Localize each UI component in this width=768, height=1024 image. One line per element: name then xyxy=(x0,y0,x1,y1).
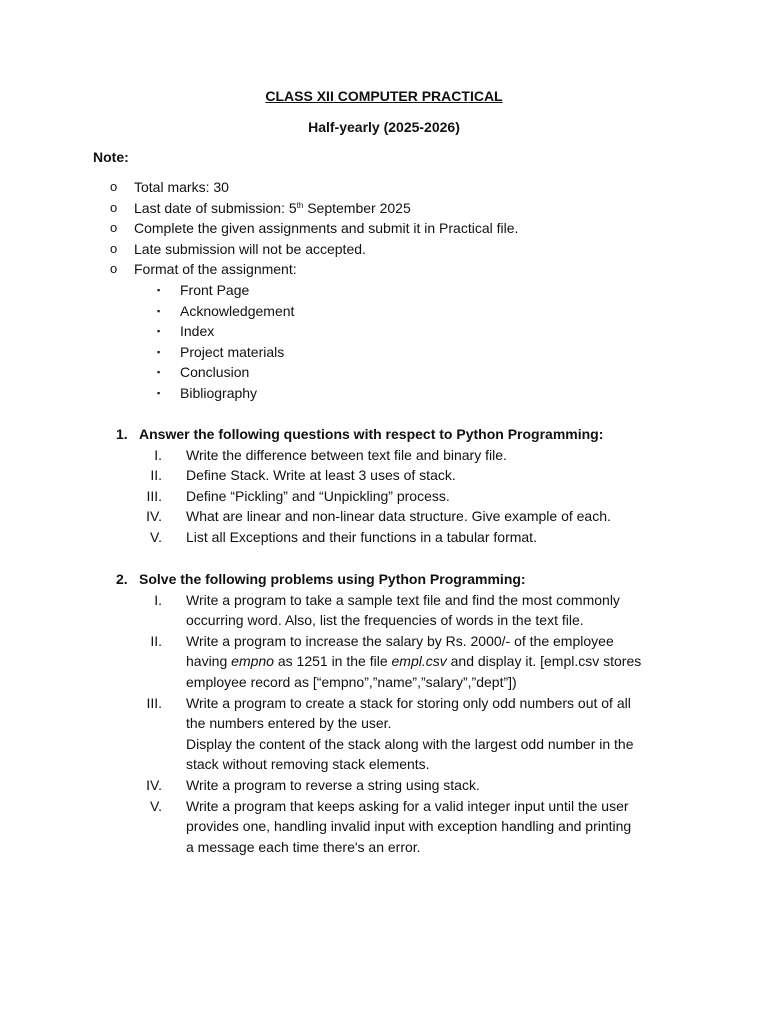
square-bullet-icon: ▪ xyxy=(157,284,161,295)
circle-bullet-icon: o xyxy=(110,199,118,215)
roman-numeral: IV. xyxy=(146,508,162,525)
question-item xyxy=(0,796,768,858)
note-item xyxy=(0,259,768,280)
circle-bullet-icon: o xyxy=(110,179,118,194)
question-item xyxy=(0,590,768,631)
square-bullet-icon: ▪ xyxy=(157,387,161,398)
note-item-text: Complete the given assignments and submit it in Practical file. xyxy=(134,220,519,237)
square-bullet-icon: ▪ xyxy=(157,367,161,378)
roman-numeral: I. xyxy=(154,446,162,463)
question-text: a message each time there's an error. xyxy=(186,838,421,855)
italic-term: empno xyxy=(231,653,274,670)
format-item-text: Index xyxy=(180,323,215,340)
question-text: Write a program to increase the salary by Rs. 2000/- of the employee xyxy=(186,632,614,649)
note-item xyxy=(0,239,768,260)
roman-numeral: III. xyxy=(146,487,162,504)
question-item xyxy=(0,693,768,775)
question-item xyxy=(0,775,768,796)
question-text: the numbers entered by the user. xyxy=(186,715,392,732)
format-item-text: Project materials xyxy=(180,343,285,360)
question-text: Display the content of the stack along with the largest odd number in the xyxy=(186,735,634,752)
format-item-text: Conclusion xyxy=(180,364,250,381)
note-item-text-post: September 2025 xyxy=(303,199,411,216)
question-text: Write a program to create a stack for storing only odd numbers out of all xyxy=(186,694,631,711)
format-item xyxy=(0,383,768,404)
format-item xyxy=(0,321,768,342)
square-bullet-icon: ▪ xyxy=(157,305,161,316)
question-text: Write a program that keeps asking for a valid integer input until the user xyxy=(186,797,629,814)
format-item xyxy=(0,301,768,322)
note-item-text-pre: Last date of submission: 5 xyxy=(134,199,297,216)
question-text: Write the difference between text file and binary file. xyxy=(186,446,507,463)
section-number: 2. xyxy=(116,571,128,587)
text-segment: having xyxy=(186,653,232,670)
square-bullet-icon: ▪ xyxy=(157,326,161,337)
format-item xyxy=(0,362,768,383)
roman-numeral: III. xyxy=(146,694,162,711)
question-item xyxy=(0,506,768,527)
question-text: Write a program to reverse a string using stack. xyxy=(186,776,480,793)
note-label: Note: xyxy=(93,149,129,165)
section-heading xyxy=(0,569,768,590)
square-bullet-icon: ▪ xyxy=(157,346,161,357)
circle-bullet-icon: o xyxy=(110,220,118,236)
question-text: provides one, handling invalid input with exception handling and printing xyxy=(186,818,632,835)
roman-numeral: II. xyxy=(150,467,162,484)
note-item-text: Format of the assignment: xyxy=(134,261,297,278)
roman-numeral: II. xyxy=(150,632,162,649)
section-heading xyxy=(0,424,768,445)
format-item-text: Front Page xyxy=(180,281,250,298)
question-item xyxy=(0,465,768,486)
note-item xyxy=(0,177,768,198)
page-subtitle: Half-yearly (2025-2026) xyxy=(308,119,460,135)
note-item-text: Total marks: 30 xyxy=(134,179,229,195)
roman-numeral: IV. xyxy=(146,776,162,793)
format-item-text: Acknowledgement xyxy=(180,302,295,319)
question-text: employee record as [“empno”,”name”,”salary”,”dept”]) xyxy=(186,673,517,690)
text-segment: as 1251 in the file xyxy=(273,653,392,670)
section-1 xyxy=(0,424,768,548)
page-title: CLASS XII COMPUTER PRACTICAL xyxy=(265,88,503,104)
section-heading-text: Answer the following questions with respect to Python Programming: xyxy=(139,426,604,442)
question-item xyxy=(0,527,768,548)
section-2 xyxy=(0,569,768,857)
question-text: What are linear and non-linear data structure. Give example of each. xyxy=(186,508,611,525)
question-text: Define Stack. Write at least 3 uses of stack. xyxy=(186,467,456,484)
format-item-text: Bibliography xyxy=(180,384,258,401)
ordinal-superscript: th xyxy=(296,200,304,210)
question-text: List all Exceptions and their functions in a tabular format. xyxy=(186,528,537,545)
italic-filename: empl.csv xyxy=(391,653,447,670)
question-text xyxy=(186,651,676,672)
section-number: 1. xyxy=(116,426,128,442)
question-text: Write a program to take a sample text file and find the most commonly xyxy=(186,591,620,608)
note-item xyxy=(0,218,768,239)
note-item-text xyxy=(134,198,411,219)
question-text: occurring word. Also, list the frequencies of words in the text file. xyxy=(186,612,584,629)
question-item xyxy=(0,445,768,466)
question-text: stack without removing stack elements. xyxy=(186,756,430,773)
question-item xyxy=(0,486,768,507)
question-item xyxy=(0,631,768,693)
section-heading-text: Solve the following problems using Python Programming: xyxy=(139,571,526,587)
note-list xyxy=(0,177,768,404)
format-item xyxy=(0,280,768,301)
note-item-text: Late submission will not be accepted. xyxy=(134,240,366,257)
note-item xyxy=(0,198,768,219)
circle-bullet-icon: o xyxy=(110,261,118,277)
circle-bullet-icon: o xyxy=(110,240,118,256)
roman-numeral: V. xyxy=(150,797,162,814)
question-text: Define “Pickling” and “Unpickling” process. xyxy=(186,487,450,504)
roman-numeral: V. xyxy=(150,528,162,545)
roman-numeral: I. xyxy=(154,591,162,608)
text-segment: and display it. [empl.csv stores xyxy=(446,653,642,670)
format-item xyxy=(0,342,768,363)
